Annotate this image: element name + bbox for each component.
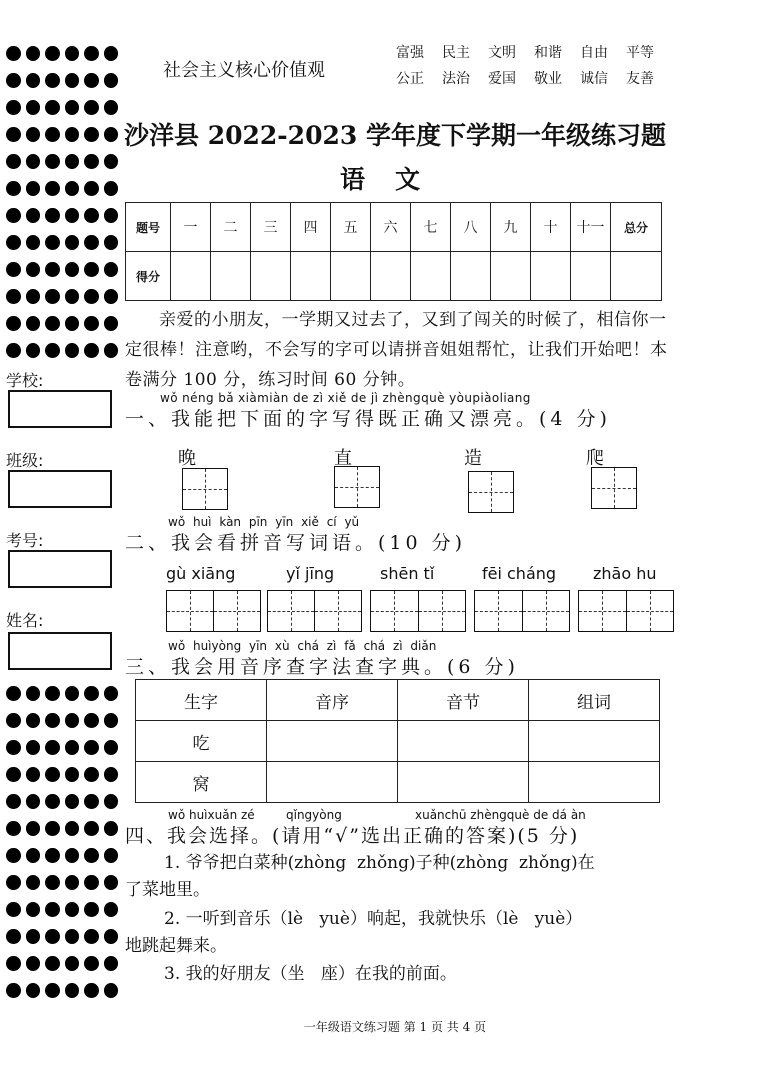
binding-dot [45, 956, 60, 971]
binding-dot [65, 100, 80, 115]
dot-row [6, 67, 118, 94]
core-value: 富强 [396, 45, 424, 61]
dot-row [6, 310, 118, 337]
binding-dot [84, 262, 99, 277]
dot-row [6, 869, 118, 896]
binding-dot [26, 262, 41, 277]
dict-answer-cell[interactable] [398, 721, 529, 762]
binding-dot [26, 821, 41, 836]
dot-row [6, 283, 118, 310]
binding-dot [65, 686, 80, 701]
writing-box[interactable] [591, 467, 637, 509]
binding-dot [84, 902, 99, 917]
core-value: 和谐 [534, 45, 562, 61]
core-value: 友善 [626, 71, 654, 87]
binding-dot [65, 262, 80, 277]
binding-dot [84, 713, 99, 728]
binding-dot [65, 316, 80, 331]
binding-dot [26, 929, 41, 944]
section1-pinyin: wǒ néng bǎ xiàmiàn de zì xiě de jì zhèngquè yòupiàoliang [160, 391, 531, 405]
score-cell[interactable] [571, 252, 611, 301]
binding-dot [6, 289, 21, 304]
binding-dot [6, 794, 21, 809]
dict-header: 音序 [267, 680, 398, 721]
binding-dot [104, 289, 119, 304]
char-label: 直 [334, 448, 352, 469]
dot-row [6, 680, 118, 707]
binding-dot [45, 713, 60, 728]
binding-dot [65, 794, 80, 809]
score-cell[interactable] [211, 252, 251, 301]
char-label: 造 [464, 448, 482, 469]
word-pinyin: gù xiāng [166, 564, 236, 583]
binding-dot [45, 289, 60, 304]
char-label: 晚 [178, 448, 196, 469]
score-column-header: 八 [451, 203, 491, 252]
binding-dot [104, 983, 119, 998]
dot-row [6, 229, 118, 256]
binding-dot [84, 686, 99, 701]
dict-answer-cell[interactable] [529, 762, 660, 803]
binding-dot [45, 262, 60, 277]
binding-dot [65, 73, 80, 88]
binding-dot [26, 208, 41, 223]
binding-dot [6, 767, 21, 782]
word-writing-grid[interactable] [166, 590, 261, 632]
binding-dot [45, 767, 60, 782]
binding-dot [26, 686, 41, 701]
score-cell[interactable] [451, 252, 491, 301]
dict-row [136, 762, 660, 803]
binding-dot [45, 73, 60, 88]
question-3-line: 3. 我的好朋友（坐 座）在我的前面。 [164, 964, 457, 984]
binding-dot [6, 208, 21, 223]
word-pinyin: fēi cháng [482, 564, 557, 583]
binding-dot [104, 767, 119, 782]
binding-dot [26, 767, 41, 782]
dict-char: 吃 [136, 721, 267, 762]
binding-dot [6, 686, 21, 701]
binding-dot [104, 262, 119, 277]
binding-dot [65, 343, 80, 358]
word-writing-grid[interactable] [370, 590, 466, 632]
binding-dot [26, 875, 41, 890]
section1-title: 一、我能把下面的字写得既正确又漂亮。(4 分) [125, 408, 611, 430]
binding-dot [104, 73, 119, 88]
dict-answer-cell[interactable] [267, 762, 398, 803]
section4-title: 四、我会选择。(请用“√”选出正确的答案)(5 分) [125, 825, 580, 847]
binding-dot [45, 316, 60, 331]
dot-row [6, 923, 118, 950]
binding-dot [104, 740, 119, 755]
name-field[interactable] [8, 632, 112, 670]
binding-dot [45, 794, 60, 809]
core-value: 民主 [442, 45, 470, 61]
binding-dot [6, 740, 21, 755]
score-table [125, 202, 662, 301]
score-column-header: 七 [411, 203, 451, 252]
binding-dot [26, 956, 41, 971]
binding-dot [26, 46, 41, 61]
binding-dot [104, 875, 119, 890]
score-column-header: 六 [371, 203, 411, 252]
binding-dot [45, 929, 60, 944]
binding-dot [26, 343, 41, 358]
word-writing-grid[interactable] [578, 590, 674, 632]
binding-dot [84, 875, 99, 890]
binding-dot [84, 794, 99, 809]
dot-row [6, 842, 118, 869]
binding-dot [26, 902, 41, 917]
word-pinyin: shēn tǐ [380, 564, 435, 583]
score-column-header: 九 [491, 203, 531, 252]
score-row-label: 得分 [126, 252, 171, 301]
binding-dot [45, 686, 60, 701]
core-value: 敬业 [534, 71, 562, 87]
binding-dot [65, 46, 80, 61]
dot-row [6, 256, 118, 283]
binding-dot [65, 289, 80, 304]
dot-row [6, 896, 118, 923]
section2-title: 二、我会看拼音写词语。(10 分) [125, 532, 467, 554]
dict-row [136, 721, 660, 762]
binding-dot [84, 983, 99, 998]
question-1-line: 了菜地里。 [125, 880, 210, 900]
binding-dot [104, 343, 119, 358]
binding-dot [26, 316, 41, 331]
binding-dot [84, 929, 99, 944]
binding-dot [45, 46, 60, 61]
dict-answer-cell[interactable] [267, 721, 398, 762]
binding-dot [65, 208, 80, 223]
question-2-line: 地跳起舞来。 [125, 936, 227, 956]
score-column-header: 四 [291, 203, 331, 252]
binding-dot [104, 713, 119, 728]
score-cell[interactable] [251, 252, 291, 301]
binding-dot [84, 767, 99, 782]
core-value: 诚信 [580, 71, 608, 87]
dot-row [6, 337, 118, 364]
dict-header: 生字 [136, 680, 267, 721]
dot-row [6, 761, 118, 788]
school-label: 学校: [6, 371, 44, 390]
binding-dot [6, 848, 21, 863]
class-field[interactable] [8, 470, 112, 508]
motto: 社会主义核心价值观 [163, 60, 325, 81]
binding-dot [65, 848, 80, 863]
dict-answer-cell[interactable] [529, 721, 660, 762]
dot-row [6, 788, 118, 815]
binding-dot [6, 713, 21, 728]
binding-dot [84, 821, 99, 836]
core-value: 爱国 [488, 71, 516, 87]
binding-dot [65, 713, 80, 728]
binding-dot [6, 821, 21, 836]
score-column-header: 五 [331, 203, 371, 252]
question-2-line: 2. 一听到音乐（lè yuè）响起，我就快乐（lè yuè） [164, 909, 583, 929]
binding-dot [6, 875, 21, 890]
score-header-row [126, 203, 662, 252]
binding-dot [104, 46, 119, 61]
score-cell[interactable] [291, 252, 331, 301]
score-cell[interactable] [531, 252, 571, 301]
binding-dot [104, 929, 119, 944]
page-title: 沙洋县 2022-2023 学年度下学期一年级练习题 [124, 121, 666, 150]
binding-dot [84, 100, 99, 115]
binding-dot [65, 902, 80, 917]
binding-dot [104, 956, 119, 971]
binding-dot [6, 235, 21, 250]
binding-dot [84, 289, 99, 304]
dot-row [6, 707, 118, 734]
binding-dot [84, 343, 99, 358]
binding-dot [6, 46, 21, 61]
binding-dot [26, 73, 41, 88]
binding-dot [26, 794, 41, 809]
core-value: 文明 [488, 45, 516, 61]
binding-dot [104, 794, 119, 809]
binding-dot [45, 875, 60, 890]
writing-box[interactable] [182, 468, 228, 510]
writing-box[interactable] [334, 466, 380, 508]
binding-dot [6, 902, 21, 917]
name-label: 姓名: [6, 611, 44, 630]
school-field[interactable] [8, 390, 112, 428]
core-value: 法治 [442, 71, 470, 87]
binding-dot [84, 848, 99, 863]
binding-dot [45, 343, 60, 358]
section4-pinyin: wǒ huìxuǎn zé [168, 808, 255, 822]
section4-pinyin: xuǎnchū zhèngquè de dá àn [415, 808, 586, 822]
binding-dot [104, 316, 119, 331]
binding-dot [104, 208, 119, 223]
binding-dot [6, 983, 21, 998]
binding-dot [26, 235, 41, 250]
binding-dot [26, 848, 41, 863]
binding-dot [45, 235, 60, 250]
score-total-header: 总分 [611, 203, 662, 252]
dot-row [6, 202, 118, 229]
dot-row [6, 734, 118, 761]
binding-dot [84, 208, 99, 223]
binding-dot [65, 821, 80, 836]
core-values [396, 42, 672, 88]
binding-dot [45, 821, 60, 836]
number-label: 考号: [6, 531, 44, 550]
binding-dot [6, 262, 21, 277]
question-1-line: 1. 爷爷把白菜种(zhòng zhǒng)子种(zhòng zhǒng)在 [164, 853, 595, 873]
binding-dot [45, 902, 60, 917]
binding-dots-top [6, 40, 118, 364]
word-pinyin: zhāo hu [593, 564, 657, 583]
binding-dot [65, 740, 80, 755]
binding-dot [104, 235, 119, 250]
score-column-header: 十 [531, 203, 571, 252]
number-field[interactable] [8, 550, 112, 588]
score-cell[interactable] [171, 252, 211, 301]
binding-dot [6, 316, 21, 331]
binding-dot [65, 929, 80, 944]
section3-title: 三、我会用音序查字法查字典。(6 分) [125, 656, 519, 678]
dict-header: 音节 [398, 680, 529, 721]
binding-dot [65, 983, 80, 998]
word-pinyin: yǐ jīng [286, 564, 335, 583]
core-value: 平等 [626, 45, 654, 61]
binding-dots-bottom [6, 680, 118, 1004]
binding-dot [65, 956, 80, 971]
binding-dot [45, 100, 60, 115]
binding-dot [84, 73, 99, 88]
binding-dot [6, 100, 21, 115]
binding-dot [84, 46, 99, 61]
binding-dot [45, 983, 60, 998]
binding-dot [84, 235, 99, 250]
dict-answer-cell[interactable] [398, 762, 529, 803]
score-cell[interactable] [491, 252, 531, 301]
section2-pinyin: wǒ huì kàn pīn yīn xiě cí yǔ [168, 515, 360, 529]
binding-dot [45, 848, 60, 863]
score-column-header: 三 [251, 203, 291, 252]
subject-title: 语文 [339, 165, 450, 194]
binding-dot [84, 316, 99, 331]
dict-header-row [136, 680, 660, 721]
binding-dot [84, 956, 99, 971]
word-writing-grid[interactable] [474, 590, 570, 632]
core-value: 公正 [396, 71, 424, 87]
binding-dot [84, 740, 99, 755]
score-column-header: 十一 [571, 203, 611, 252]
binding-dot [26, 740, 41, 755]
section3-pinyin: wǒ huìyòng yīn xù chá zì fǎ chá zì diǎn [168, 639, 437, 653]
binding-dot [6, 73, 21, 88]
binding-dot [26, 983, 41, 998]
core-value: 自由 [580, 45, 608, 61]
binding-dot [104, 821, 119, 836]
score-cell[interactable] [411, 252, 451, 301]
class-label: 班级: [6, 451, 44, 470]
score-cell[interactable] [331, 252, 371, 301]
dot-row [6, 977, 118, 1004]
binding-dot [104, 902, 119, 917]
binding-dot [6, 929, 21, 944]
binding-dot [26, 713, 41, 728]
binding-dot [65, 767, 80, 782]
dictionary-table [135, 679, 660, 803]
binding-dot [104, 100, 119, 115]
binding-dot [6, 343, 21, 358]
binding-dot [26, 100, 41, 115]
score-value-row [126, 252, 662, 301]
dict-char: 窝 [136, 762, 267, 803]
word-writing-grid[interactable] [267, 590, 362, 632]
binding-dot [26, 289, 41, 304]
score-column-header: 二 [211, 203, 251, 252]
dict-header: 组词 [529, 680, 660, 721]
dot-row [6, 950, 118, 977]
writing-box[interactable] [468, 471, 514, 513]
dot-row [6, 815, 118, 842]
binding-dot [45, 208, 60, 223]
score-cell[interactable] [371, 252, 411, 301]
dot-row [6, 40, 118, 67]
binding-dot [65, 235, 80, 250]
binding-dot [65, 875, 80, 890]
score-row-label: 题号 [126, 203, 171, 252]
section4-pinyin: qǐngyòng [286, 808, 342, 822]
binding-dot [45, 740, 60, 755]
score-total-cell[interactable] [611, 252, 662, 301]
page-footer: 一年级语文练习题 第 1 页 共 4 页 [303, 1020, 487, 1034]
score-column-header: 一 [171, 203, 211, 252]
binding-dot [104, 848, 119, 863]
intro-text: 亲爱的小朋友，一学期又过去了，又到了闯关的时候了，相信你一定很棒！注意哟，不会写的字可以请拼音姐姐帮忙，让我们开始吧！本卷满分 100 分，练习时间 60 分钟。 [125, 310, 668, 390]
char-label: 爬 [586, 448, 604, 469]
binding-dot [104, 686, 119, 701]
binding-dot [6, 956, 21, 971]
